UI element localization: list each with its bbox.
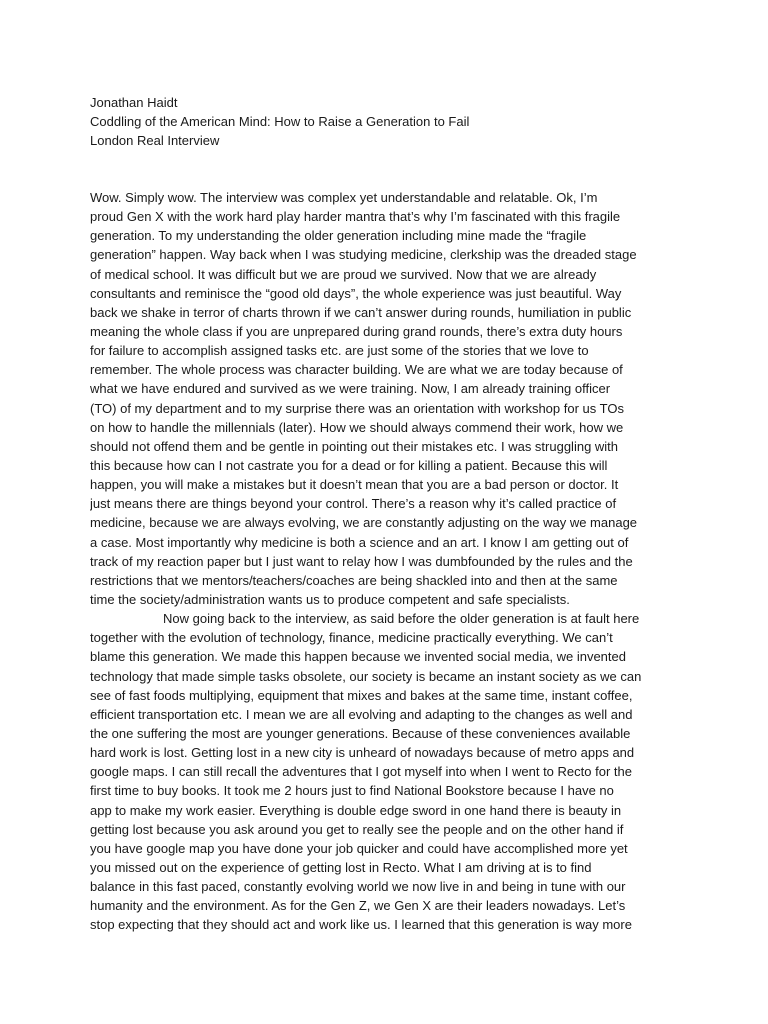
text-line: together with the evolution of technology, finance, medicine practically everything. We can’t [90, 630, 613, 646]
text-line: blame this generation. We made this happen because we invented social media, we invented [90, 649, 626, 665]
text-line: generation” happen. Way back when I was studying medicine, clerkship was the dreaded stage [90, 247, 637, 263]
text-line: on how to handle the millennials (later). How we should always commend their work, how we [90, 419, 624, 435]
text-line: (TO) of my department and to my surprise there was an orientation with workshop for us TOs [90, 400, 624, 416]
text-line: the one suffering the most are younger generations. Because of these conveniences available [90, 725, 631, 741]
text-line: restrictions that we mentors/teachers/coaches are being shackled into and then at the same [90, 572, 618, 588]
text-line: remember. The whole process was character building. We are what we are today because of [90, 362, 623, 378]
text-line: medicine, because we are always evolving, we are constantly adjusting on the way we manage [90, 515, 638, 531]
text-line: consultants and reminisce the “good old days”, the whole experience was just beautiful. Way [90, 285, 622, 301]
text-line: a case. Most importantly why medicine is both a science and an art. I know I am getting out of [90, 534, 629, 550]
text-line: time the society/administration wants us to produce competent and safe specialists. [90, 591, 570, 607]
text-line: just means there are things beyond your control. There’s a reason why it’s called practice of [90, 496, 617, 512]
document-header [90, 93, 690, 150]
paragraph-start-line: Now going back to the interview, as said before the older generation is at fault here [163, 611, 640, 627]
text-line: balance in this fast paced, constantly evolving world we now live in and being in tune with our [90, 879, 626, 895]
text-line: first time to buy books. It took me 2 hours just to find National Bookstore because I have no [90, 783, 614, 799]
text-line: meaning the whole class if you are unprepared during grand rounds, there’s extra duty hours [90, 323, 623, 339]
text-line: hard work is lost. Getting lost in a new city is unheard of nowadays because of metro apps and [90, 745, 635, 761]
subtitle-line: London Real Interview [90, 133, 220, 149]
document-body [90, 188, 690, 934]
text-line: for failure to accomplish assigned tasks etc. are just some of the stories that we love to [90, 343, 589, 359]
text-line: you have google map you have done your job quicker and could have accomplished more yet [90, 840, 628, 856]
text-line: track of my reaction paper but I just want to relay how I was dumbfounded by the rules and the [90, 553, 633, 569]
text-line: generation. To my understanding the older generation including mine made the “fragile [90, 228, 587, 244]
text-line: should not offend them and be gentle in pointing out their mistakes etc. I was struggling with [90, 438, 619, 454]
author-line: Jonathan Haidt [90, 95, 178, 110]
text-line: back we shake in terror of charts thrown if we can’t answer during rounds, humiliation in public [90, 304, 632, 320]
text-line: you missed out on the experience of getting lost in Recto. What I am driving at is to find [90, 859, 592, 875]
text-line: proud Gen X with the work hard play harder mantra that’s why I’m fascinated with this fragile [90, 209, 621, 225]
title-line: Coddling of the American Mind: How to Raise a Generation to Fail [90, 114, 470, 130]
text-line: getting lost because you ask around you get to really see the people and on the other hand if [90, 821, 624, 837]
text-line: stop expecting that they should act and work like us. I learned that this generation is way more [90, 917, 632, 933]
text-line: of medical school. It was difficult but we are proud we survived. Now that we are already [90, 266, 597, 282]
text-line: humanity and the environment. As for the Gen Z, we Gen X are their leaders nowadays. Let’s [90, 898, 626, 914]
text-line: efficient transportation etc. I mean we are all evolving and adapting to the changes as well and [90, 706, 633, 722]
text-line: technology that made simple tasks obsolete, our society is became an instant society as we can [90, 668, 642, 684]
text-line: happen, you will make a mistakes but it doesn’t mean that you are a bad person or doctor. It [90, 477, 619, 493]
text-line: see of fast foods multiplying, equipment that mixes and bakes at the same time, instant coffee, [90, 687, 633, 703]
text-line: what we have endured and survived as we were training. Now, I am already training officer [90, 381, 611, 397]
text-line: this because how can I not castrate you for a dead or for killing a patient. Because this will [90, 457, 608, 473]
text-line: google maps. I can still recall the adventures that I got myself into when I went to Recto for the [90, 764, 632, 780]
text-line: app to make my work easier. Everything is double edge sword in one hand there is beauty in [90, 802, 622, 818]
text-line: Wow. Simply wow. The interview was complex yet understandable and relatable. Ok, I’m [90, 190, 598, 205]
